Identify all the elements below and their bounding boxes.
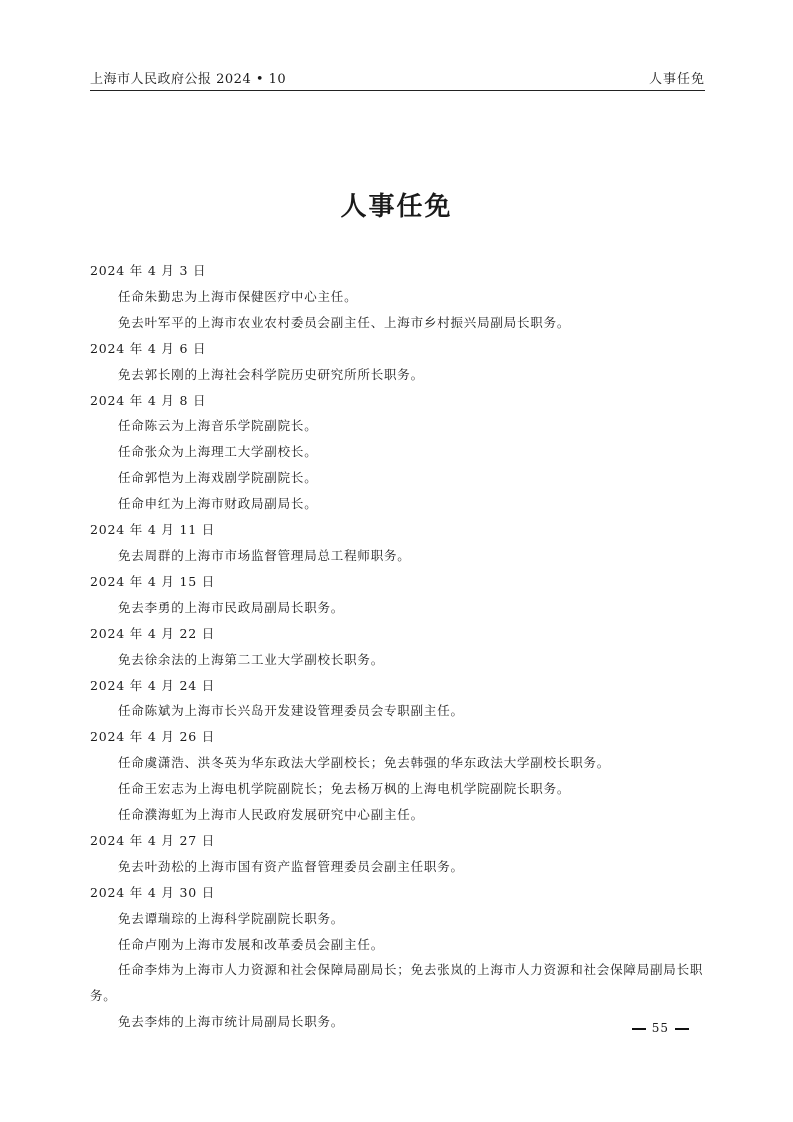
date-heading: 2024 年 4 月 27 日 [90,832,216,848]
appointment-item: 免去叶军平的上海市农业农村委员会副主任、上海市乡村振兴局副局长职务。 [118,314,571,330]
appointment-item: 免去李炜的上海市统计局副局长职务。 [118,1014,345,1030]
appointment-item: 免去周群的上海市市场监督管理局总工程师职务。 [118,547,411,563]
date-heading: 2024 年 4 月 26 日 [90,729,216,745]
page-footer [626,1021,695,1035]
date-heading: 2024 年 4 月 3 日 [90,263,207,278]
date-heading: 2024 年 4 月 11 日 [90,522,216,538]
appointment-item: 任命郭恺为上海戏剧学院副院长。 [118,470,318,486]
appointment-item: 任命朱勤忠为上海市保健医疗中心主任。 [118,288,358,304]
date-heading: 2024 年 4 月 22 日 [90,625,216,641]
footer-dash-left [632,1028,646,1030]
appointment-item: 任命张众为上海理工大学副校长。 [118,444,318,460]
appointment-item: 免去叶劲松的上海市国有资产监督管理委员会副主任职务。 [118,858,464,874]
page-number: 55 [651,1021,669,1035]
footer-dash-right [675,1028,689,1030]
appointment-item: 任命濮海虹为上海市人民政府发展研究中心副主任。 [118,807,424,823]
appointment-item: 免去李勇的上海市民政局副局长职务。 [118,599,345,615]
appointment-item: 任命申红为上海市财政局副局长。 [118,496,318,512]
header-publication: 上海市人民政府公报 2024 • 10 [90,72,287,87]
appointment-item: 任命陈云为上海音乐学院副院长。 [118,418,318,434]
appointment-item: 任命李炜为上海市人力资源和社会保障局副局长；免去张岚的上海市人力资源和社会保障局副局长职务。 [90,962,704,1004]
appointment-item: 免去郭长刚的上海社会科学院历史研究所所长职务。 [118,366,424,382]
date-heading: 2024 年 4 月 30 日 [90,884,216,900]
date-heading: 2024 年 4 月 24 日 [90,677,216,693]
appointment-item: 免去谭瑞琮的上海科学院副院长职务。 [118,910,345,926]
appointment-item: 任命陈斌为上海市长兴岛开发建设管理委员会专职副主任。 [118,703,464,719]
appointment-item: 免去徐余法的上海第二工业大学副校长职务。 [118,651,385,667]
date-heading: 2024 年 4 月 8 日 [90,392,207,408]
appointment-item: 任命王宏志为上海电机学院副院长；免去杨万枫的上海电机学院副院长职务。 [118,781,571,797]
header-section: 人事任免 [648,72,705,87]
page-header [90,68,705,91]
page-title: 人事任免 [340,192,453,222]
date-heading: 2024 年 4 月 15 日 [90,573,216,589]
appointment-item: 任命虞潇浩、洪冬英为华东政法大学副校长；免去韩强的华东政法大学副校长职务。 [118,755,611,771]
appointment-item: 任命卢刚为上海市发展和改革委员会副主任。 [118,936,385,952]
date-heading: 2024 年 4 月 6 日 [90,340,207,356]
appointment-list [90,258,705,1035]
